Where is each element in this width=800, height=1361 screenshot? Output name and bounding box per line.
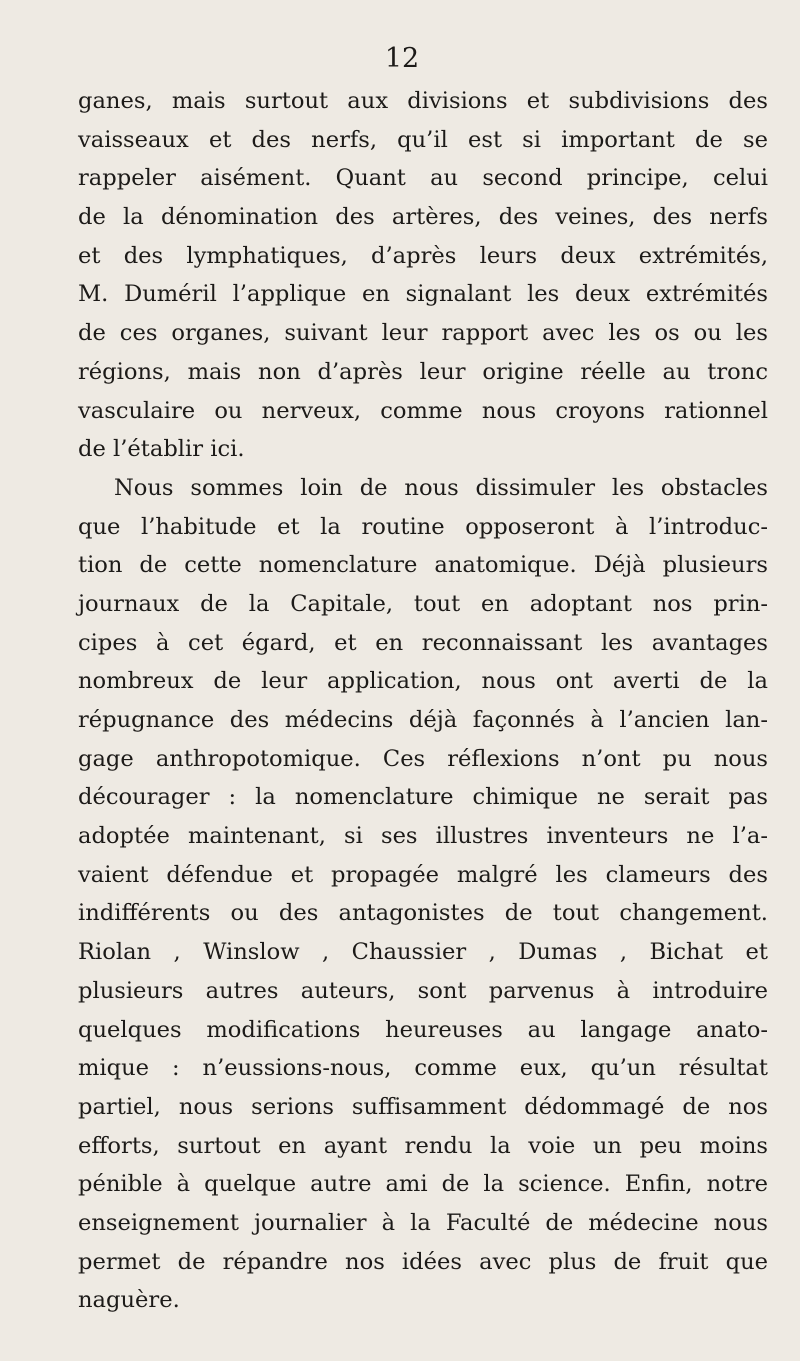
text-line: gage anthropotomique. Ces réflexions n’ont pu nous <box>78 745 768 772</box>
text-line: indifférents ou des antagonistes de tout changement. <box>78 900 768 927</box>
text-line: permet de répandre nos idées avec plus de fruit que <box>78 1248 768 1275</box>
paragraph-1 <box>78 82 768 469</box>
text-line: décourager : la nomenclature chimique ne serait pas <box>78 784 768 811</box>
text-line: vaisseaux et des nerfs, qu’il est si important de se <box>78 126 768 153</box>
text-line: plusieurs autres auteurs, sont parvenus à introduire <box>78 977 768 1004</box>
paragraph-2 <box>78 469 768 1320</box>
text-line: M. Duméril l’applique en signalant les deux extrémités <box>78 281 768 308</box>
body-text <box>78 82 768 1320</box>
text-line: partiel, nous serions suffisamment dédommagé de nos <box>78 1093 768 1120</box>
text-line: de ces organes, suivant leur rapport avec les os ou les <box>78 320 768 347</box>
text-line: de la dénomination des artères, des veines, des nerfs <box>78 204 768 231</box>
page-number: 12 <box>384 43 420 74</box>
text-line: et des lymphatiques, d’après leurs deux extrémités, <box>78 242 768 269</box>
text-line: Riolan , Winslow , Chaussier , Dumas , Bichat et <box>78 939 768 966</box>
text-line: rappeler aisément. Quant au second principe, celui <box>78 165 768 192</box>
text-line: journaux de la Capitale, tout en adoptant nos prin- <box>78 590 768 617</box>
text-line: mique : n’eussions-nous, comme eux, qu’un résultat <box>78 1055 768 1082</box>
text-line: Nous sommes loin de nous dissimuler les obstacles <box>114 474 768 501</box>
text-line: vasculaire ou nerveux, comme nous croyons rationnel <box>78 397 768 424</box>
text-line: efforts, surtout en ayant rendu la voie un peu moins <box>78 1132 768 1159</box>
text-line: de l’établir ici. <box>78 436 245 463</box>
text-line: que l’habitude et la routine opposeront à l’introduc- <box>78 513 768 540</box>
text-line: enseignement journalier à la Faculté de médecine nous <box>78 1209 768 1236</box>
text-line: vaient défendue et propagée malgré les clameurs des <box>78 861 768 888</box>
text-line: pénible à quelque autre ami de la science. Enfin, notre <box>78 1171 768 1198</box>
text-line: ganes, mais surtout aux divisions et subdivisions des <box>78 88 768 114</box>
text-line: régions, mais non d’après leur origine réelle au tronc <box>78 358 768 385</box>
text-line: répugnance des médecins déjà façonnés à l’ancien lan- <box>78 707 768 733</box>
text-line: nombreux de leur application, nous ont averti de la <box>78 668 768 695</box>
text-line: quelques modifications heureuses au langage anato- <box>78 1016 768 1043</box>
text-line: adoptée maintenant, si ses illustres inventeurs ne l’a- <box>78 823 768 850</box>
text-line: naguère. <box>78 1287 180 1314</box>
text-line: tion de cette nomenclature anatomique. Déjà plusieurs <box>78 552 768 579</box>
text-line: cipes à cet égard, et en reconnaissant les avantages <box>78 629 768 656</box>
